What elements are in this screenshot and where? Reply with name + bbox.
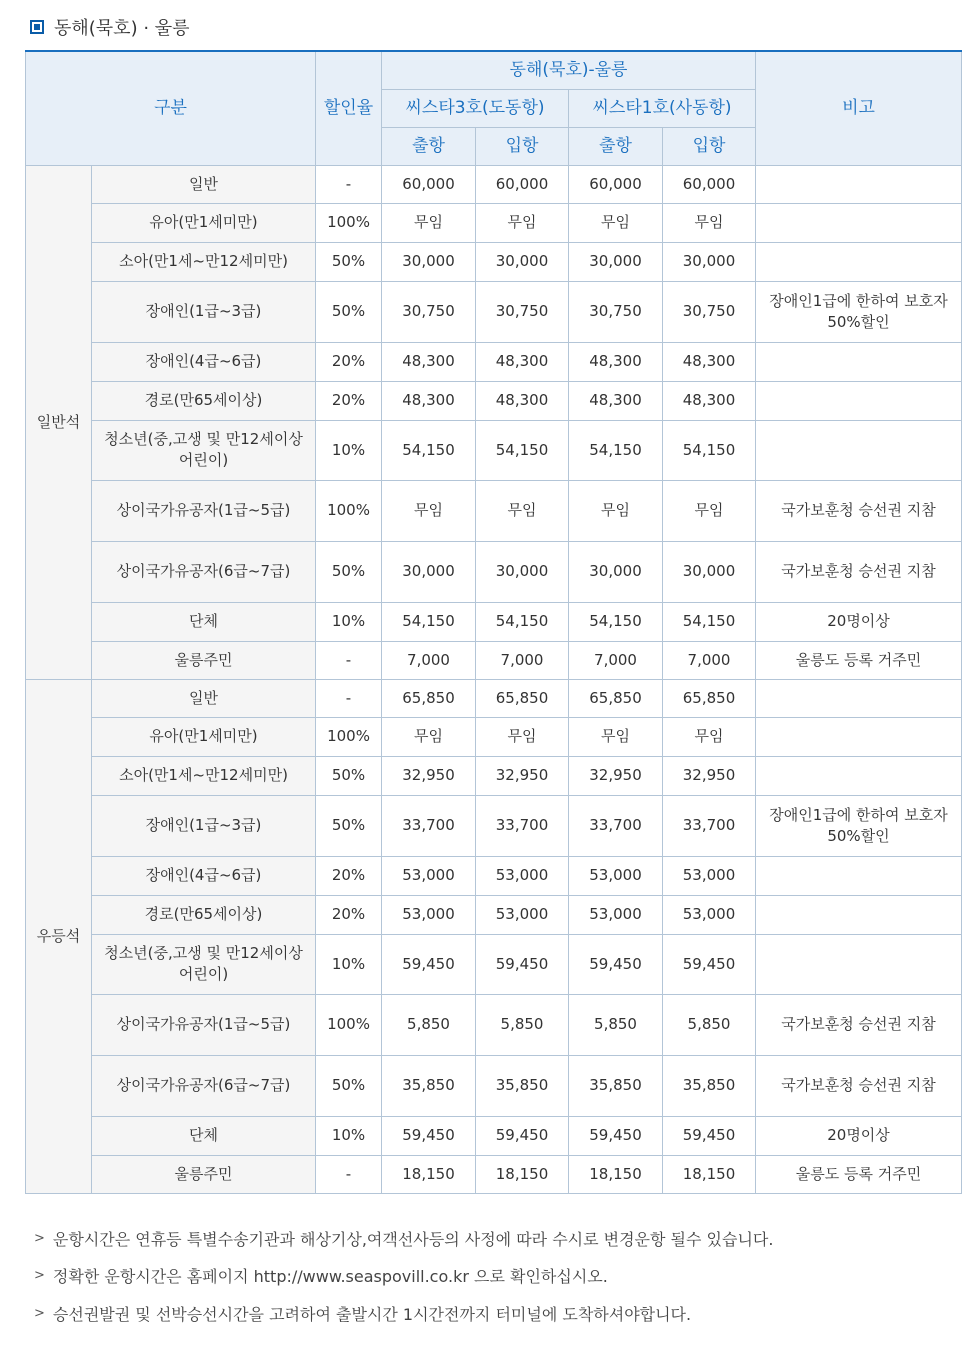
fare-cell: 35,850 [569, 1055, 663, 1116]
section-title [30, 14, 190, 40]
remark-cell [756, 420, 962, 480]
fare-cell: 33,700 [382, 795, 476, 856]
fare-cell: 32,950 [476, 756, 569, 795]
fare-cell: 60,000 [569, 165, 663, 203]
fare-cell: 30,750 [569, 281, 663, 342]
fare-cell: 33,700 [663, 795, 756, 856]
remark-cell [756, 381, 962, 420]
discount-rate-cell: 100% [316, 717, 382, 756]
table-row [26, 342, 962, 381]
table-row [26, 480, 962, 541]
square-bullet-icon [30, 20, 44, 34]
fare-cell: 35,850 [476, 1055, 569, 1116]
fare-cell: 54,150 [569, 602, 663, 641]
passenger-type-cell: 청소년(중,고생 및 만12세이상 어린이) [92, 934, 316, 994]
header-gubun: 구분 [26, 51, 316, 165]
header-ship-seastar1: 씨스타1호(사동항) [569, 89, 756, 127]
remark-cell: 20명이상 [756, 602, 962, 641]
header-arrive: 입항 [663, 127, 756, 165]
fare-cell: 무임 [382, 203, 476, 242]
fare-cell: 30,000 [476, 541, 569, 602]
table-row [26, 856, 962, 895]
remark-cell [756, 717, 962, 756]
fare-cell: 5,850 [382, 994, 476, 1055]
passenger-type-cell: 장애인(1급~3급) [92, 281, 316, 342]
passenger-type-cell: 청소년(중,고생 및 만12세이상 어린이) [92, 420, 316, 480]
fare-cell: 65,850 [569, 679, 663, 717]
table-row [26, 756, 962, 795]
fare-cell: 59,450 [663, 934, 756, 994]
fare-cell: 32,950 [382, 756, 476, 795]
fare-cell: 무임 [476, 480, 569, 541]
remark-cell: 국가보훈청 승선권 지참 [756, 994, 962, 1055]
passenger-type-cell: 경로(만65세이상) [92, 381, 316, 420]
fare-cell: 59,450 [569, 934, 663, 994]
passenger-type-cell: 단체 [92, 1116, 316, 1155]
fare-cell: 53,000 [382, 895, 476, 934]
discount-rate-cell: 20% [316, 381, 382, 420]
remark-cell [756, 756, 962, 795]
note-item: > 정확한 운항시간은 홈페이지 http://www.seaspovill.co.kr 으로 확인하십시오. [34, 1267, 608, 1286]
fare-cell: 5,850 [569, 994, 663, 1055]
fare-cell: 60,000 [476, 165, 569, 203]
passenger-type-cell: 장애인(4급~6급) [92, 856, 316, 895]
fare-cell: 48,300 [382, 381, 476, 420]
table-row [26, 420, 962, 480]
header-depart: 출항 [382, 127, 476, 165]
fare-cell: 30,000 [663, 242, 756, 281]
remark-cell [756, 679, 962, 717]
table-row [26, 203, 962, 242]
discount-rate-cell: 10% [316, 934, 382, 994]
remark-cell: 장애인1급에 한하여 보호자 50%할인 [756, 795, 962, 856]
seat-class-cell: 일반석 [26, 165, 92, 679]
chevron-right-icon: > [34, 1305, 45, 1321]
fare-cell: 65,850 [476, 679, 569, 717]
fare-cell: 48,300 [663, 342, 756, 381]
discount-rate-cell: 20% [316, 342, 382, 381]
fare-cell: 54,150 [382, 602, 476, 641]
remark-cell: 울릉도 등록 거주민 [756, 641, 962, 679]
fare-cell: 18,150 [663, 1155, 756, 1193]
fare-cell: 30,750 [476, 281, 569, 342]
discount-rate-cell: 50% [316, 1055, 382, 1116]
fare-cell: 7,000 [476, 641, 569, 679]
header-remark: 비고 [756, 51, 962, 165]
fare-cell: 무임 [569, 203, 663, 242]
table-row [26, 1155, 962, 1193]
fare-cell: 54,150 [569, 420, 663, 480]
remark-cell [756, 934, 962, 994]
fare-cell: 54,150 [476, 602, 569, 641]
notes-list [34, 1226, 773, 1339]
table-row [26, 895, 962, 934]
fare-cell: 54,150 [382, 420, 476, 480]
fare-cell: 48,300 [663, 381, 756, 420]
fare-cell: 48,300 [476, 342, 569, 381]
chevron-right-icon: > [34, 1230, 45, 1246]
fare-cell: 48,300 [569, 342, 663, 381]
table-row [26, 795, 962, 856]
remark-cell [756, 856, 962, 895]
table-row [26, 541, 962, 602]
table-row [26, 934, 962, 994]
passenger-type-cell: 상이국가유공자(1급~5급) [92, 480, 316, 541]
remark-cell: 울릉도 등록 거주민 [756, 1155, 962, 1193]
fare-cell: 30,000 [663, 541, 756, 602]
header-discount: 할인율 [316, 51, 382, 165]
passenger-type-cell: 단체 [92, 602, 316, 641]
fare-cell: 35,850 [663, 1055, 756, 1116]
passenger-type-cell: 유아(만1세미만) [92, 203, 316, 242]
fare-cell: 무임 [382, 717, 476, 756]
fare-cell: 5,850 [663, 994, 756, 1055]
table-row [26, 1116, 962, 1155]
passenger-type-cell: 장애인(1급~3급) [92, 795, 316, 856]
fare-cell: 30,000 [382, 541, 476, 602]
remark-cell: 20명이상 [756, 1116, 962, 1155]
table-row [26, 641, 962, 679]
discount-rate-cell: - [316, 679, 382, 717]
discount-rate-cell: 100% [316, 480, 382, 541]
fare-cell: 7,000 [663, 641, 756, 679]
fare-cell: 18,150 [476, 1155, 569, 1193]
fare-cell: 32,950 [569, 756, 663, 795]
fare-cell: 무임 [663, 203, 756, 242]
fare-cell: 30,000 [476, 242, 569, 281]
passenger-type-cell: 상이국가유공자(1급~5급) [92, 994, 316, 1055]
discount-rate-cell: - [316, 641, 382, 679]
table-row [26, 602, 962, 641]
discount-rate-cell: - [316, 1155, 382, 1193]
fare-cell: 30,000 [569, 541, 663, 602]
table-row [26, 679, 962, 717]
fare-cell: 30,750 [663, 281, 756, 342]
fare-cell: 18,150 [382, 1155, 476, 1193]
discount-rate-cell: - [316, 165, 382, 203]
fare-cell: 무임 [476, 717, 569, 756]
table-row [26, 717, 962, 756]
discount-rate-cell: 10% [316, 1116, 382, 1155]
fare-cell: 7,000 [569, 641, 663, 679]
fare-cell: 5,850 [476, 994, 569, 1055]
discount-rate-cell: 100% [316, 203, 382, 242]
discount-rate-cell: 50% [316, 281, 382, 342]
seat-class-cell: 우등석 [26, 679, 92, 1193]
fare-cell: 53,000 [569, 895, 663, 934]
discount-rate-cell: 10% [316, 420, 382, 480]
passenger-type-cell: 유아(만1세미만) [92, 717, 316, 756]
discount-rate-cell: 50% [316, 756, 382, 795]
fare-cell: 35,850 [382, 1055, 476, 1116]
remark-cell [756, 165, 962, 203]
fare-cell: 30,000 [569, 242, 663, 281]
fare-cell: 60,000 [382, 165, 476, 203]
passenger-type-cell: 상이국가유공자(6급~7급) [92, 1055, 316, 1116]
fare-cell: 53,000 [569, 856, 663, 895]
note-item: > 승선권발권 및 선박승선시간을 고려하여 출발시간 1시간전까지 터미널에 도착하셔야합니다. [34, 1304, 692, 1324]
passenger-type-cell: 울릉주민 [92, 1155, 316, 1193]
fare-cell: 48,300 [382, 342, 476, 381]
remark-cell [756, 342, 962, 381]
remark-cell: 국가보훈청 승선권 지참 [756, 480, 962, 541]
fare-cell: 59,450 [569, 1116, 663, 1155]
fare-cell: 18,150 [569, 1155, 663, 1193]
fare-cell: 7,000 [382, 641, 476, 679]
fare-cell: 59,450 [382, 934, 476, 994]
fare-cell: 32,950 [663, 756, 756, 795]
fare-table [25, 50, 962, 1194]
discount-rate-cell: 50% [316, 795, 382, 856]
table-row [26, 994, 962, 1055]
remark-cell [756, 895, 962, 934]
fare-cell: 53,000 [663, 895, 756, 934]
passenger-type-cell: 일반 [92, 165, 316, 203]
fare-cell: 59,450 [663, 1116, 756, 1155]
section-title-text: 동해(묵호) · 울릉 [54, 18, 190, 39]
fare-cell: 53,000 [476, 895, 569, 934]
passenger-type-cell: 장애인(4급~6급) [92, 342, 316, 381]
table-row [26, 242, 962, 281]
fare-cell: 53,000 [663, 856, 756, 895]
fare-cell: 무임 [476, 203, 569, 242]
fare-cell: 65,850 [382, 679, 476, 717]
fare-cell: 54,150 [663, 420, 756, 480]
fare-cell: 무임 [663, 480, 756, 541]
fare-cell: 30,750 [382, 281, 476, 342]
fare-cell: 59,450 [476, 1116, 569, 1155]
fare-cell: 무임 [569, 717, 663, 756]
remark-cell [756, 242, 962, 281]
fare-cell: 53,000 [382, 856, 476, 895]
remark-cell: 장애인1급에 한하여 보호자 50%할인 [756, 281, 962, 342]
fare-cell: 60,000 [663, 165, 756, 203]
fare-cell: 54,150 [663, 602, 756, 641]
discount-rate-cell: 10% [316, 602, 382, 641]
passenger-type-cell: 상이국가유공자(6급~7급) [92, 541, 316, 602]
discount-rate-cell: 100% [316, 994, 382, 1055]
fare-cell: 무임 [569, 480, 663, 541]
fare-cell: 65,850 [663, 679, 756, 717]
table-row [26, 381, 962, 420]
passenger-type-cell: 울릉주민 [92, 641, 316, 679]
discount-rate-cell: 50% [316, 541, 382, 602]
remark-cell [756, 203, 962, 242]
fare-cell: 33,700 [476, 795, 569, 856]
fare-cell: 59,450 [476, 934, 569, 994]
header-depart: 출항 [569, 127, 663, 165]
fare-cell: 33,700 [569, 795, 663, 856]
table-row [26, 1055, 962, 1116]
passenger-type-cell: 소아(만1세~만12세미만) [92, 242, 316, 281]
fare-cell: 30,000 [382, 242, 476, 281]
discount-rate-cell: 20% [316, 856, 382, 895]
fare-cell: 59,450 [382, 1116, 476, 1155]
fare-cell: 54,150 [476, 420, 569, 480]
remark-cell: 국가보훈청 승선권 지참 [756, 1055, 962, 1116]
discount-rate-cell: 20% [316, 895, 382, 934]
fare-cell: 무임 [663, 717, 756, 756]
fare-cell: 53,000 [476, 856, 569, 895]
fare-cell: 48,300 [476, 381, 569, 420]
fare-cell: 48,300 [569, 381, 663, 420]
note-item: > 운항시간은 연휴등 특별수송기관과 해상기상,여객선사등의 사정에 따라 수시로 변경운항 될수 있습니다. [34, 1229, 774, 1249]
passenger-type-cell: 일반 [92, 679, 316, 717]
discount-rate-cell: 50% [316, 242, 382, 281]
table-row [26, 281, 962, 342]
table-row [26, 165, 962, 203]
header-route: 동해(묵호)-울릉 [382, 51, 756, 89]
passenger-type-cell: 소아(만1세~만12세미만) [92, 756, 316, 795]
header-ship-seastar3: 씨스타3호(도동항) [382, 89, 569, 127]
remark-cell: 국가보훈청 승선권 지참 [756, 541, 962, 602]
chevron-right-icon: > [34, 1268, 45, 1283]
fare-cell: 무임 [382, 480, 476, 541]
passenger-type-cell: 경로(만65세이상) [92, 895, 316, 934]
header-arrive: 입항 [476, 127, 569, 165]
